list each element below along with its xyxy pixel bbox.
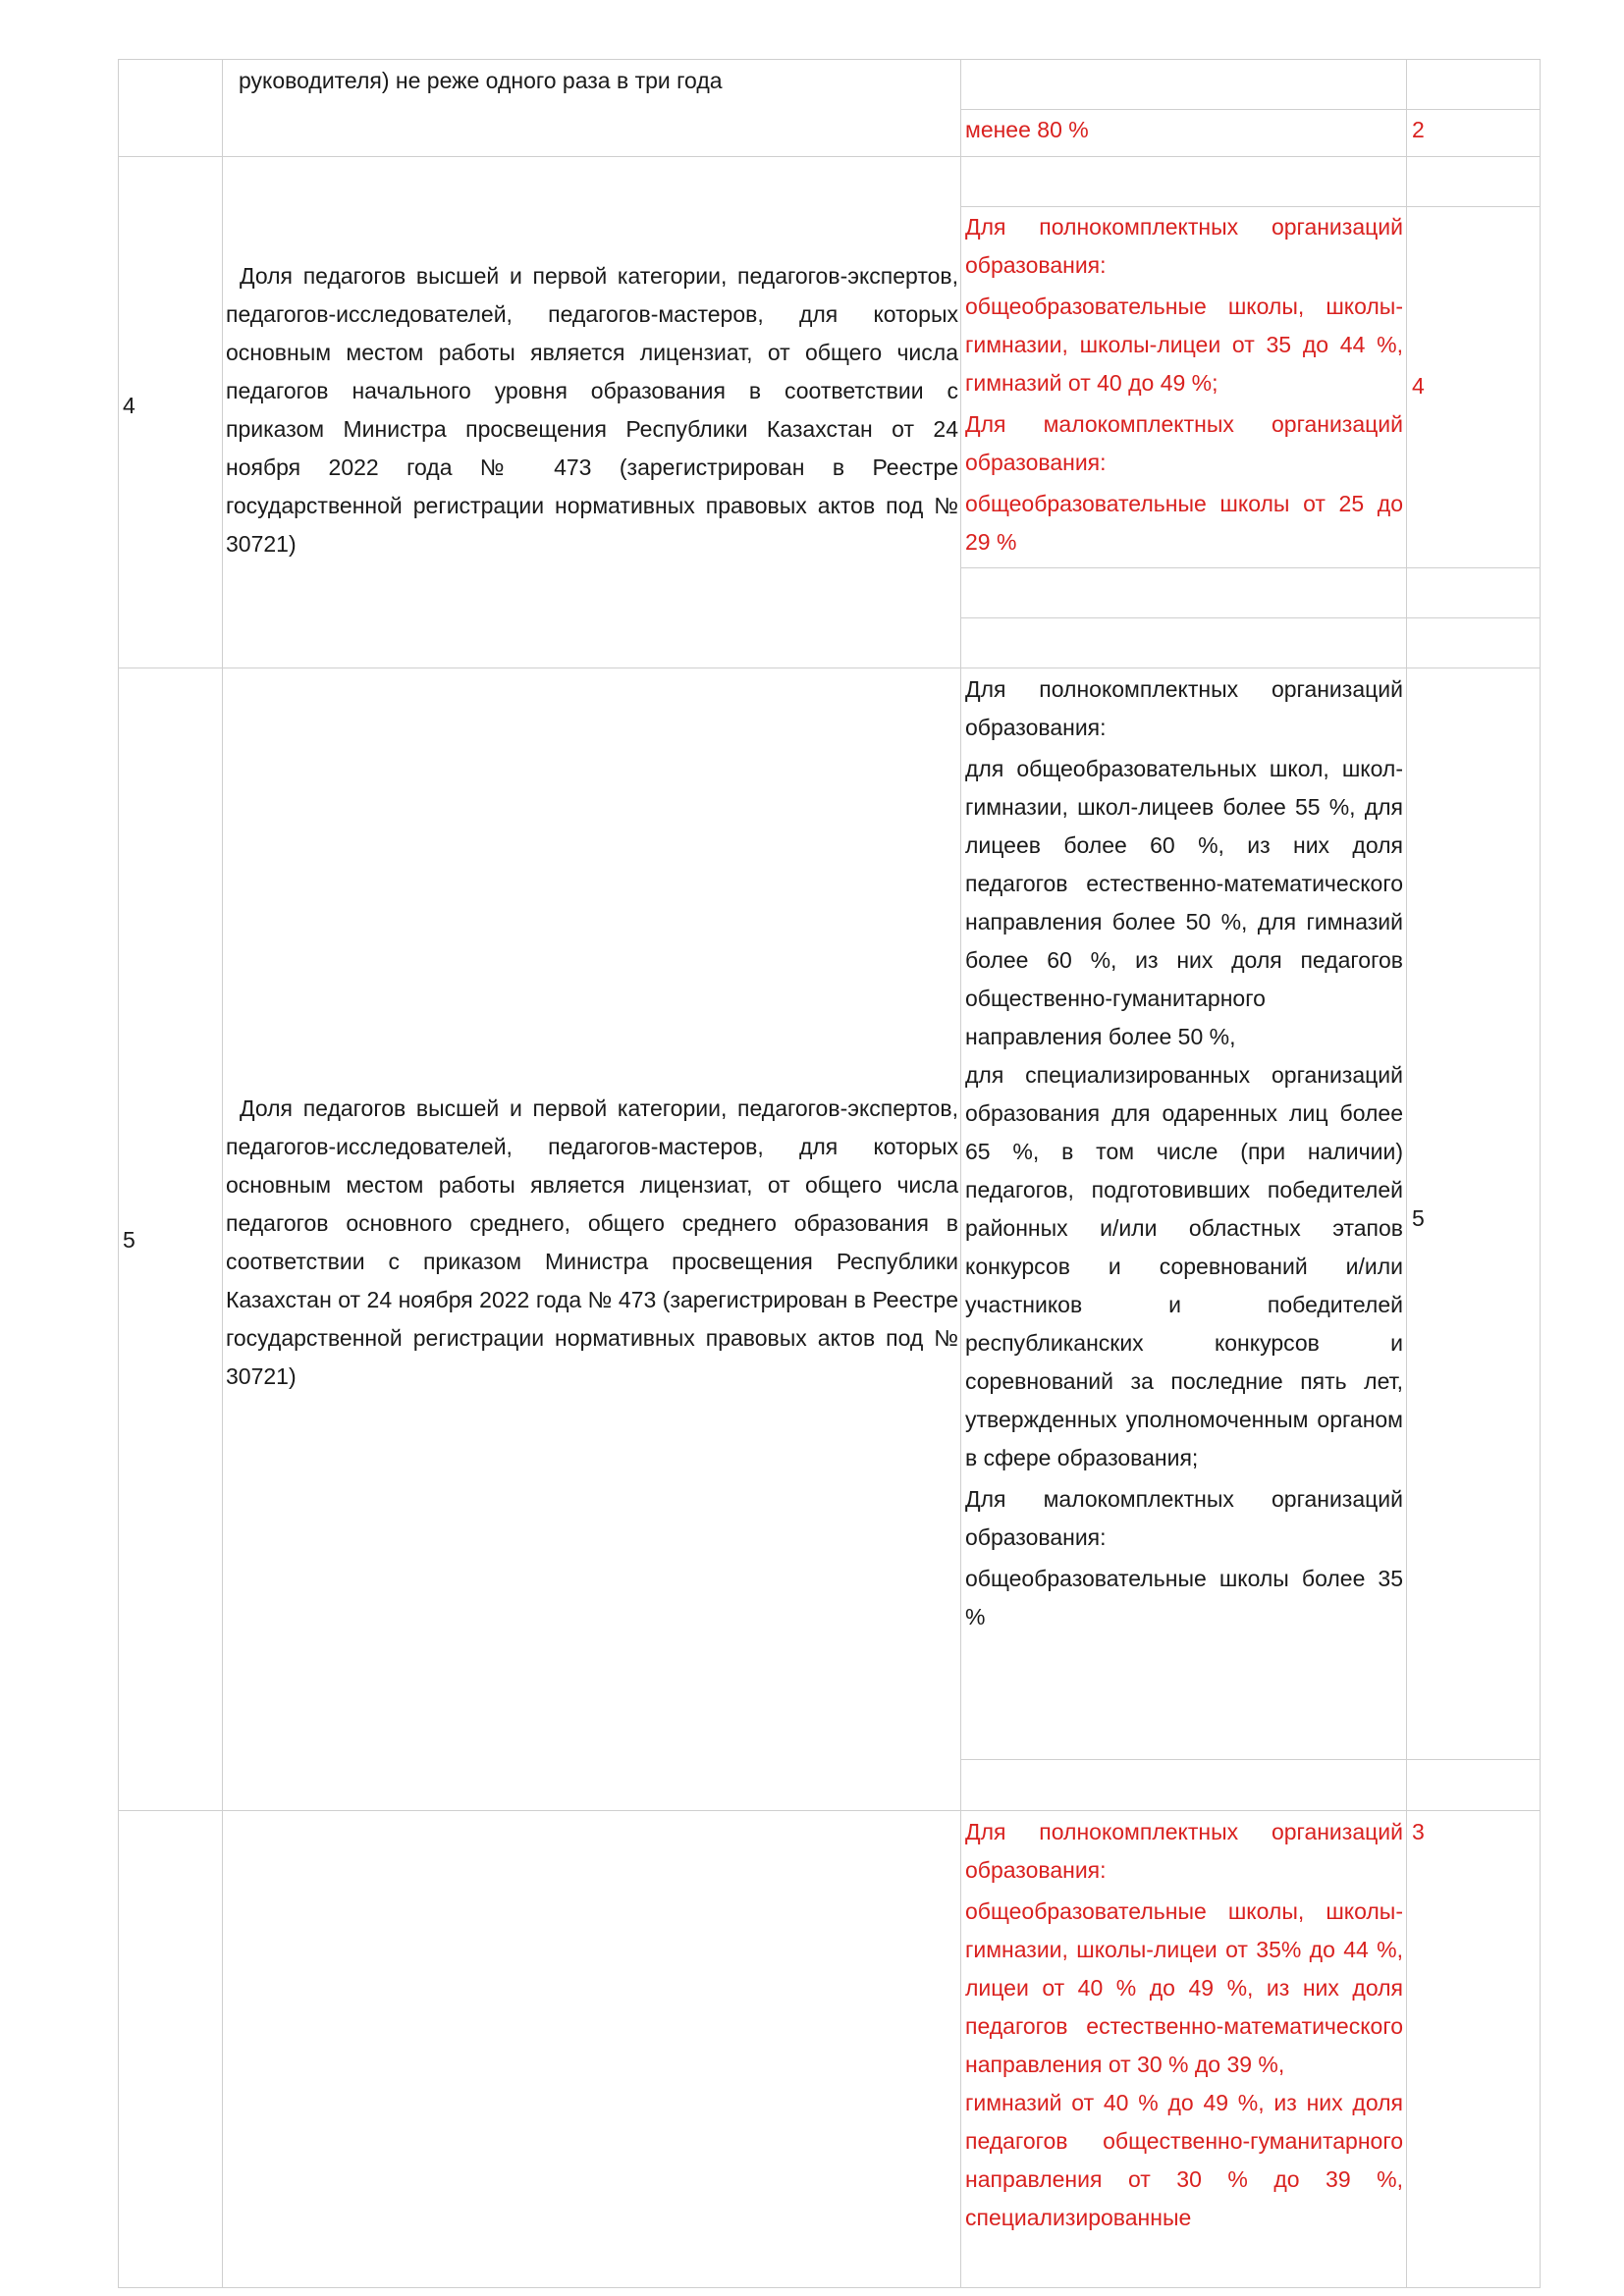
criterion-heading: Для полнокомплектных организаций образования: [965,1819,1403,1883]
criterion-text: общеобразовательные школы, школы-гимназии, школы-лицеи от 35 до 44 %, гимназий от 40 до 49 %; [965,294,1403,396]
row-top-score: 2 [1412,117,1425,142]
criterion-heading: Для полнокомплектных организаций образования: [965,676,1403,740]
criterion-heading: Для малокомплектных организаций образования: [965,1486,1403,1550]
column-divider-criterion [1406,59,1407,2288]
row-4-criteria [965,208,1403,561]
column-divider-number [222,59,223,2288]
table-border-left [118,59,119,2288]
criterion-text: гимназий от 40 % до 49 %, из них доля педагогов общественно-гуманитарного направления от 30 % до 39 %, специализированные [965,2090,1403,2230]
criterion-text: общеобразовательные школы более 35 % [965,1566,1403,1629]
row-4-score: 4 [1412,373,1425,399]
column-divider-description [960,59,961,2288]
table-border-bottom [118,2287,1541,2288]
criterion-text: для специализированных организаций образования для одаренных лиц более 65 %, в том числе (при наличии) педагогов, подготовивших победителей районных и/или областных этапов конкурсов и соревнований и/или участников и победителей республиканских конкурсов и соревнований за последние пять лет, утвержденных уполномоченным органом в сфере образования; [965,1062,1403,1470]
subrow-divider [960,206,1541,207]
criterion-text: для общеобразовательных школ, школ-гимназии, школ-лицеев более 55 %, для лицеев более 60 %, из них доля педагогов естественно-математического направления более 50 %, для гимназий более 60 %, из них доля педагогов общественно-гуманитарного направления более 50 %, [965,756,1403,1049]
row-6-criteria [965,1813,1403,2237]
subrow-divider [960,1759,1541,1760]
row-top-criterion: менее 80 % [965,117,1089,142]
row-5-description: Доля педагогов высшей и первой категории, педагогов-экспертов, педагогов-исследователей, педагогов-мастеров, для которых основным местом работы является лицензиат, от общего числа педагогов основного среднего, общего среднего образования в соответствии с приказом Министра просвещения Республики Казахстан от 24 ноября 2022 года № 473 (зарегистрирован в Реестре государственной регистрации нормативных правовых актов под № 30721) [226,1095,958,1389]
row-divider-5 [118,667,1541,668]
row-4-description: Доля педагогов высшей и первой категории, педагогов-экспертов, педагогов-исследователей, педагогов-мастеров, для которых основным местом работы является лицензиат, от общего числа педагогов начального уровня образования в соответствии с приказом Министра просвещения Республики Казахстан от 24 ноября 2022 года № 473 (зарегистрирован в Реестре государственной регистрации нормативных правовых актов под № 30721) [226,263,958,557]
row-4-number: 4 [123,393,135,418]
row-5-score: 5 [1412,1205,1425,1231]
row-6-score: 3 [1412,1819,1425,1844]
criterion-text: общеобразовательные школы, школы-гимназии, школы-лицеи от 35% до 44 %, лицеи от 40 % до 49 %, из них доля педагогов естественно-математического направления от 30 % до 39 %, [965,1898,1403,2077]
subrow-divider [960,109,1541,110]
row-5-number: 5 [123,1227,135,1253]
row-5-criteria [965,670,1403,1636]
table-border-top [118,59,1541,60]
table-border-right [1540,59,1541,2288]
row-divider-4 [118,156,1541,157]
criterion-heading: Для малокомплектных организаций образования: [965,411,1403,475]
subrow-divider [960,617,1541,618]
criterion-heading: Для полнокомплектных организаций образования: [965,214,1403,278]
subrow-divider [960,567,1541,568]
criterion-text: общеобразовательные школы от 25 до 29 % [965,491,1403,555]
row-top-description: руководителя) не реже одного раза в три года [239,68,723,93]
row-divider-6 [118,1810,1541,1811]
